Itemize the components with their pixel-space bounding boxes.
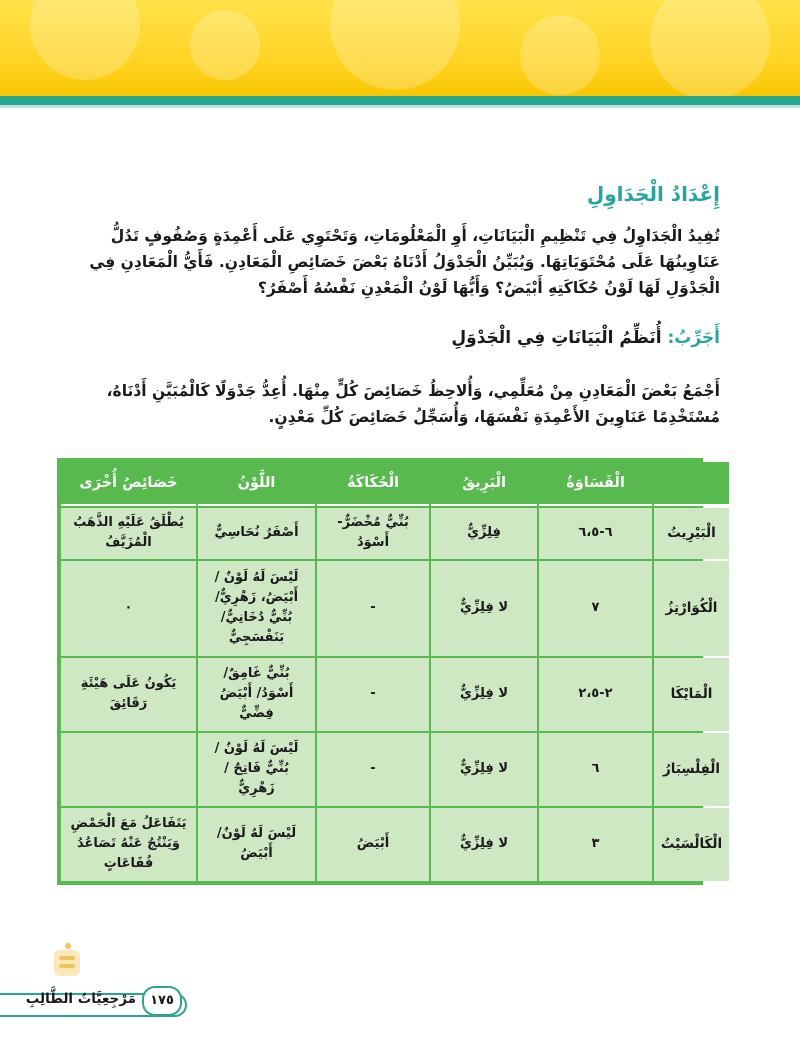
try-label: أَجَرِّبُ: <box>667 328 720 348</box>
hardness-cell: ٢-٢،٥ <box>539 658 652 731</box>
color-cell: بُنِّيٌّ غَامِقٌ/ أَسْوَدُ/ أَبْيَضُ فِضِّيٌّ <box>198 658 315 731</box>
luster-cell: لا فِلِزِّيٌّ <box>431 658 537 731</box>
page-number: ١٧٥ <box>142 986 182 1016</box>
streak-cell: - <box>317 561 429 656</box>
hardness-cell: ٣ <box>539 808 652 881</box>
header-other: خَصَائِصُ أُخْرَى <box>61 462 196 506</box>
header-name <box>654 462 729 506</box>
luster-cell: لا فِلِزِّيٌّ <box>431 808 537 881</box>
instructions-paragraph: أَجْمَعُ بَعْضَ الْمَعَادِنِ مِنْ مُعَلِّمِي، وَأُلاحِظُ خَصَائِصَ كُلٍّ مِنْهَا. أُعِدُّ جَدْوَلًا كَالْمُبَيَّنِ أَدْنَاهُ، مُسْتَخْدِمًا عَنَاوِينَ الأَعْمِدَةِ نَفْسَهَا، وَأُسَجِّلُ خَصَائِصَ كُلِّ مَعْدِنٍ. <box>106 382 720 426</box>
color-cell: لَيْسَ لَهُ لَوْنٌ / أَبْيَضُ، زَهْرِيٌّ/ بُنِّيٌّ دُخَانِيٌّ/ بَنَفْسَجِيٌّ <box>198 561 315 656</box>
hardness-cell: ٧ <box>539 561 652 656</box>
other-cell: ٠ <box>61 561 196 656</box>
mineral-name: الْكَالْسَيْتُ <box>654 808 729 881</box>
other-cell: يَكُونُ عَلَى هَيْئَةِ رَقَائِقَ <box>61 658 196 731</box>
banner-stripe-light <box>0 105 800 108</box>
header-color: اللَّوْنُ <box>198 462 315 506</box>
top-banner <box>0 0 800 96</box>
other-cell <box>61 733 196 806</box>
other-cell: يَتَفَاعَلُ مَعَ الْحَمْضِ وَيَنْتُجُ عَنْهُ تَصَاعُدُ فُقَاعَاتٍ <box>61 808 196 881</box>
hardness-cell: ٦ <box>539 733 652 806</box>
color-cell: لَيْسَ لَهُ لَوْنٌ / بُنِّيٌّ فَاتِحٌ / زَهْرِيٌّ <box>198 733 315 806</box>
streak-cell: - <box>317 658 429 731</box>
luster-cell: لا فِلِزِّيٌّ <box>431 733 537 806</box>
hardness-cell: ٦-٦،٥ <box>539 508 652 559</box>
table-header-row <box>61 462 729 506</box>
section-title: إِعْدَادُ الْجَدَاوِلِ <box>586 182 720 206</box>
try-heading <box>451 328 720 348</box>
streak-cell: بُنِّيٌّ مُخْضَرٌّ- أَسْوَدُ <box>317 508 429 559</box>
minerals-table <box>57 458 723 885</box>
table-row <box>61 561 729 656</box>
banner-stripe <box>0 96 800 105</box>
footer-title: مَرْجِعِيَّاتُ الطَّالِبِ <box>25 991 136 1007</box>
mineral-name: الْمَايْكَا <box>654 658 729 731</box>
color-cell: أَصْفَرُ نُحَاسِيٌّ <box>198 508 315 559</box>
header-streak: الْحُكَاكَةُ <box>317 462 429 506</box>
publisher-logo-icon <box>48 940 88 980</box>
try-text: أُنَظِّمُ الْبَيَانَاتِ فِي الْجَدْوَلِ <box>451 328 662 348</box>
luster-cell: فِلِزِّيٌّ <box>431 508 537 559</box>
table-row <box>61 508 729 559</box>
table-row <box>61 658 729 731</box>
header-luster: الْبَرِيقُ <box>431 462 537 506</box>
streak-cell: أَبْيَضُ <box>317 808 429 881</box>
table-row <box>61 733 729 806</box>
table-row <box>61 808 729 881</box>
other-cell: يُطْلَقُ عَلَيْهِ الذَّهَبُ الْمُزَيَّفُ <box>61 508 196 559</box>
mineral-name: الْبَيْرِيتُ <box>654 508 729 559</box>
luster-cell: لا فِلِزِّيٌّ <box>431 561 537 656</box>
mineral-name: الْكُوَارْتِزُ <box>654 561 729 656</box>
streak-cell: - <box>317 733 429 806</box>
mineral-name: الْفِلْسِبَارُ <box>654 733 729 806</box>
header-hardness: الْقَسَاوَةُ <box>539 462 652 506</box>
intro-paragraph: تُفِيدُ الْجَدَاوِلُ فِي تَنْظِيمِ الْبَيَانَاتِ، أَوِ الْمَعْلُومَاتِ، وَتَحْتَوِي عَلَى أَعْمِدَةٍ وَصُفُوفٍ تَدُلُّ عَنَاوِينُهَا عَلَى مُحْتَوَيَاتِهَا. وَيُبَيِّنُ الْجَدْوَلُ أَدْنَاهُ بَعْضَ خَصَائِصِ الْمَعَادِنِ. فَأَيُّ الْمَعَادِنِ فِي الْجَدْوَلِ لَهَا لَوْنُ حُكَاكَتِهِ أَبْيَضُ؟ وَأَيُّهَا لَوْنُ الْمَعْدِنِ نَفْسُهُ أَصْفَرُ؟ <box>89 227 720 297</box>
color-cell: لَيْسَ لَهُ لَوْنٌ/ أَبْيَضُ <box>198 808 315 881</box>
